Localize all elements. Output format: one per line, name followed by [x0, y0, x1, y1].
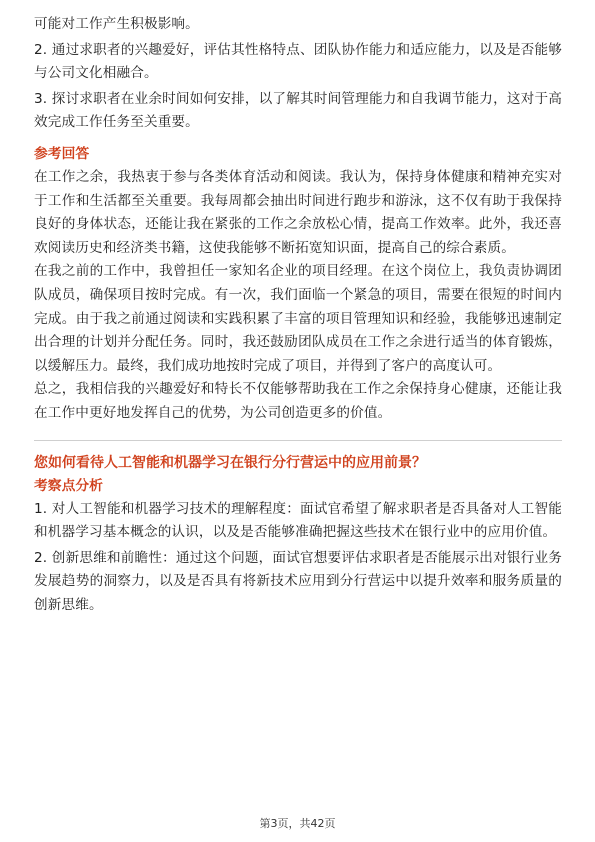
reference-paragraph-1: 在工作之余，我热衷于参与各类体育活动和阅读。我认为，保持身体健康和精神充实对于工作和生活都至关重要。我每周都会抽出时间进行跑步和游泳，这不仅有助于我保持良好的身体状态，还能让我在紧张的工作之余放松心情，提高工作效率。此外，我还喜欢阅读历史和经济类书籍，这使我能够不断拓宽知识面，提高自己的综合素质。	[34, 168, 562, 256]
page-content	[34, 13, 562, 617]
section-divider	[34, 440, 562, 441]
question-analysis-item-1: 1. 对人工智能和机器学习技术的理解程度：面试官希望了解求职者是否具备对人工智能和机器学习基本概念的认识，以及是否能够准确把握这些技术在银行业中的应用价值。	[34, 500, 562, 541]
question-analysis-item-2: 2. 创新思维和前瞻性：通过这个问题，面试官想要评估求职者是否能展示出对银行业务发展趋势的洞察力，以及是否具有将新技术应用到分行营运中以提升效率和服务质量的创新思维。	[34, 549, 562, 613]
reference-paragraph-2: 在我之前的工作中，我曾担任一家知名企业的项目经理。在这个岗位上，我负责协调团队成员，确保项目按时完成。有一次，我们面临一个紧急的项目，需要在很短的时间内完成。由于我之前通过阅读和实践积累了丰富的项目管理知识和经验，我能够迅速制定出合理的计划并分配任务。同时，我还鼓励团队成员在工作之余进行适当的体育锻炼，以缓解压力。最终，我们成功地按时完成了项目，并得到了客户的高度认可。	[34, 263, 562, 374]
analysis-item-3: 3. 探讨求职者在业余时间如何安排，以了解其时间管理能力和自我调节能力，这对于高效完成工作任务至关重要。	[34, 90, 562, 131]
question-title: 您如何看待人工智能和机器学习在银行分行营运中的应用前景？	[34, 454, 426, 471]
analysis-item-2: 2. 通过求职者的兴趣爱好，评估其性格特点、团队协作能力和适应能力，以及是否能够与公司文化相融合。	[34, 41, 562, 82]
reference-answer-heading: 参考回答	[34, 145, 90, 162]
reference-paragraph-3: 总之，我相信我的兴趣爱好和特长不仅能够帮助我在工作之余保持身心健康，还能让我在工作中更好地发挥自己的优势，为公司创造更多的价值。	[34, 381, 562, 421]
page-number-footer: 第3页，共42页	[259, 817, 336, 830]
continuation-line: 可能对工作产生积极影响。	[34, 16, 199, 32]
analysis-heading: 考察点分析	[34, 477, 103, 494]
